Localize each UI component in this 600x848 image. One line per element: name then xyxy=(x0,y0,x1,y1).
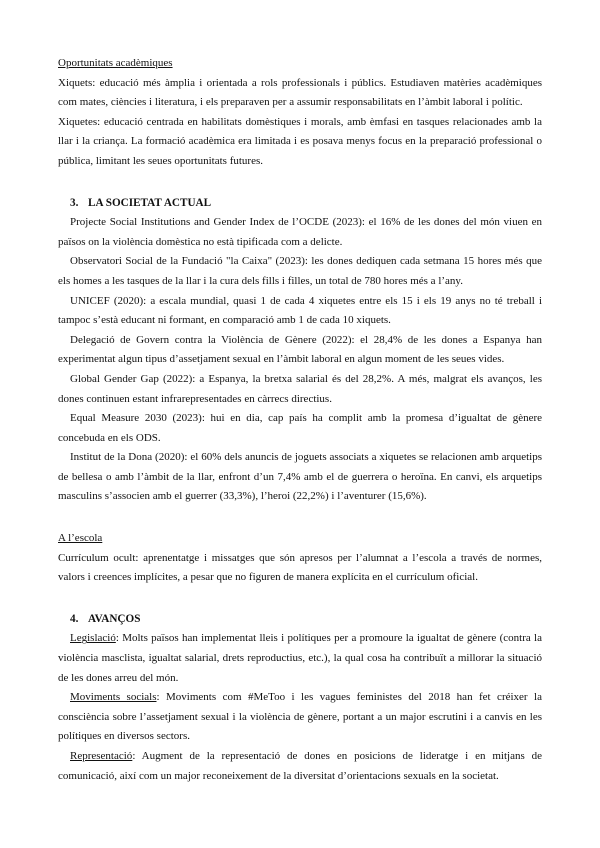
section-3-item-ocde: Projecte Social Institutions and Gender Index de l’OCDE (2023): el 16% de les dones del món viuen en països on la violència domèstica no està tipificada com a delicte. xyxy=(58,216,542,248)
section-3-item-delegacio: Delegació de Govern contra la Violència de Gènere (2022): el 28,4% de les dones a Espanya han experimentat algun tipus d’assetjament sexual en l’àmbit laboral en algun moment de les seues vides. xyxy=(58,333,542,366)
section-3-item-institut-dona: Institut de la Dona (2020): el 60% dels anuncis de joguets associats a xiquetes se relacionen amb arquetips de bellesa o amb l’àmbit de la llar, enfront d’un 7,4% amb el de guerrera o heroïna. En canvi, els arquetips masculins s’associen amb el guerrer (33,3%), l’heroi (22,2%) i l’aventurer (15,6%). xyxy=(58,451,542,503)
item-text: : Moviments com #MeToo i les vagues feministes del 2018 han fet créixer la consciència sobre l’assetjament sexual i la violència de gènere, portant a un major escrutini i a canvis en les polítiques en diversos sectors. xyxy=(58,691,542,743)
section-4-number: 4. xyxy=(70,612,79,625)
section-3-number: 3. xyxy=(70,196,79,209)
section-3-item-lacaixa: Observatori Social de la Fundació "la Caixa" (2023): les dones dediquen cada setmana 15 hores més que els homes a les tasques de la llar i la cura dels fills i filles, un total de 780 hores més a l’any. xyxy=(58,255,542,287)
oportunitats-xiquetes: Xiquetes: educació centrada en habilitats domèstiques i morals, amb èmfasi en tasques relacionades amb la llar i la criança. La formació acadèmica era limitada i es posava menys focus en la preparació professional o pública, limitant les seues oportunitats futures. xyxy=(58,115,542,167)
section-3-item-unicef: UNICEF (2020): a escala mundial, quasi 1 de cada 4 xiquetes entre els 15 i els 19 anys no té treball i tampoc s’està educant ni formant, en comparació amb 1 de cada 10 xiquets. xyxy=(58,294,542,327)
escola-curriculum-ocult: Currículum ocult: aprenentatge i missatges que són apresos per l’alumnat a l’escola a través de normes, valors i creences implícites, a pesar que no figuren de manera explícita en el currículum oficial. xyxy=(58,551,542,584)
item-label: Representació xyxy=(70,750,133,762)
escola-title: A l’escola xyxy=(58,532,103,545)
spacer xyxy=(58,588,542,610)
oportunitats-title: Oportunitats acadèmiques xyxy=(58,57,173,69)
section-4-heading xyxy=(58,610,542,630)
item-text: : Augment de la representació de dones en posicions de lideratge i en mitjans de comunicació, així com un major reconeixement de la diversitat d’orientacions sexuals en la societat. xyxy=(58,750,542,782)
section-4-item-moviments xyxy=(58,688,542,747)
item-label: Moviments socials xyxy=(70,691,157,704)
page-body xyxy=(58,54,542,786)
spacer xyxy=(58,172,542,194)
oportunitats-xiquets: Xiquets: educació més àmplia i orientada a rols professionals i públics. Estudiaven matèries acadèmiques com mates, ciències i literatura, i els preparaven per a assumir responsabilitats en l’àmbit laboral i polític. xyxy=(58,76,542,109)
section-3-title: LA SOCIETAT ACTUAL xyxy=(88,196,212,209)
item-label: Legislació xyxy=(70,632,116,645)
section-4-item-representacio xyxy=(58,747,542,786)
section-3-item-equal-measure: Equal Measure 2030 (2023): hui en dia, cap país ha complit amb la promesa d’igualtat de gènere concebuda en els ODS. xyxy=(58,412,542,444)
section-4-item-legislacio xyxy=(58,629,542,688)
item-text: : Molts països han implementat lleis i polítiques per a promoure la igualtat de gènere (contra la violència masclista, igualtat salarial, drets reproductius, etc.), la qual cosa ha contribuït a millorar la situació de les dones arreu del món. xyxy=(58,632,542,684)
spacer xyxy=(58,507,542,529)
section-3-item-global-gender-gap: Global Gender Gap (2022): a Espanya, la bretxa salarial és del 28,2%. A més, malgrat els avanços, les dones continuen estant infrarepresentades en càrrecs directius. xyxy=(58,372,542,405)
section-3-heading xyxy=(58,194,542,214)
section-4-title: AVANÇOS xyxy=(88,612,141,625)
